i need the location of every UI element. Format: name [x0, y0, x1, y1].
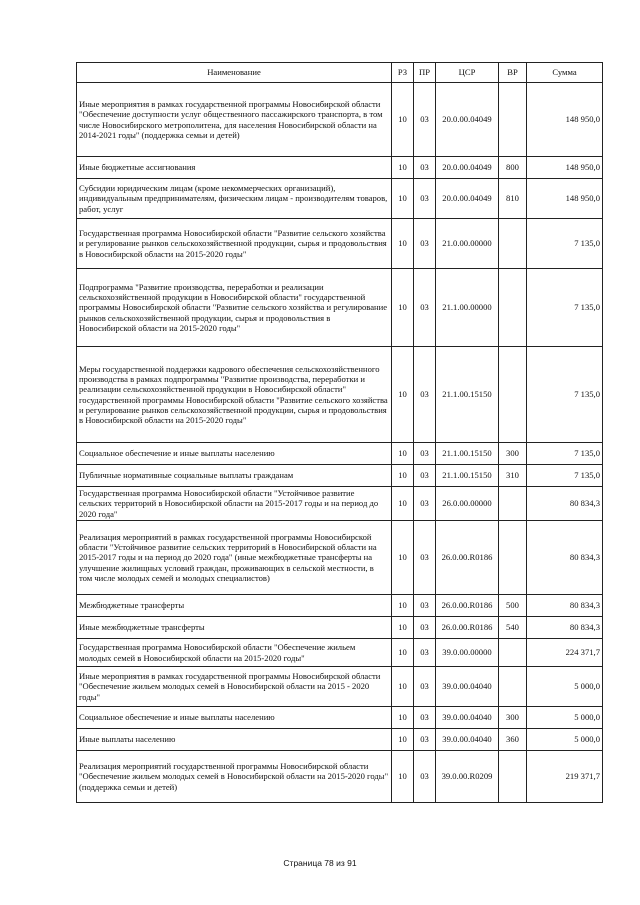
- cell-rz: 10: [392, 595, 414, 617]
- cell-name: Иные мероприятия в рамках государственной программы Новосибирской области "Обеспечение жильем молодых семей в Новосибирской области на 2015 - 2020 годы": [77, 667, 392, 707]
- cell-rz: 10: [392, 707, 414, 729]
- cell-csr: 39.0.00.R0209: [436, 751, 499, 803]
- cell-csr: 20.0.00.04049: [436, 83, 499, 157]
- cell-sum: 148 950,0: [527, 157, 603, 179]
- cell-rz: 10: [392, 83, 414, 157]
- table-body: [77, 83, 603, 803]
- cell-sum: 7 135,0: [527, 347, 603, 443]
- cell-rz: 10: [392, 219, 414, 269]
- cell-pr: 03: [414, 443, 436, 465]
- cell-sum: 7 135,0: [527, 269, 603, 347]
- cell-csr: 39.0.00.04040: [436, 667, 499, 707]
- cell-pr: 03: [414, 751, 436, 803]
- cell-csr: 21.1.00.15150: [436, 347, 499, 443]
- table-row: [77, 667, 603, 707]
- table-row: [77, 707, 603, 729]
- cell-rz: 10: [392, 465, 414, 487]
- cell-rz: 10: [392, 729, 414, 751]
- cell-name: Межбюджетные трансферты: [77, 595, 392, 617]
- cell-pr: 03: [414, 157, 436, 179]
- cell-csr: 21.1.00.15150: [436, 443, 499, 465]
- cell-name: Подпрограмма "Развитие производства, переработки и реализации сельскохозяйственной продукции в Новосибирской области" государственной программы Новосибирской области "Развитие сельского хозяйства и регулирование рынков сельскохозяйственной продукции, сырья и продовольствия в Новосибирской области на 2015-2020 годы": [77, 269, 392, 347]
- header-name: Наименование: [77, 63, 392, 83]
- cell-vr: 300: [499, 707, 527, 729]
- table-row: [77, 83, 603, 157]
- header-rz: РЗ: [392, 63, 414, 83]
- table-row: [77, 347, 603, 443]
- cell-vr: [499, 347, 527, 443]
- cell-pr: 03: [414, 667, 436, 707]
- cell-sum: 80 834,3: [527, 595, 603, 617]
- cell-sum: 148 950,0: [527, 83, 603, 157]
- cell-sum: 7 135,0: [527, 219, 603, 269]
- header-pr: ПР: [414, 63, 436, 83]
- cell-sum: 5 000,0: [527, 707, 603, 729]
- cell-name: Реализация мероприятий государственной программы Новосибирской области "Обеспечение жильем молодых семей в Новосибирской области на 2015-2020 годы" (поддержка семьи и детей): [77, 751, 392, 803]
- cell-name: Меры государственной поддержки кадрового обеспечения сельскохозяйственного производства в рамках подпрограммы "Развитие производства, переработки и реализации сельскохозяйственной продукции в Новосибирской области" государственной программы Новосибирской области "Развитие сельского хозяйства и регулирование рынков сельскохозяйственной продукции, сырья и продовольствия в Новосибирской области на 2015-2020 годы": [77, 347, 392, 443]
- cell-sum: 224 371,7: [527, 639, 603, 667]
- table-row: [77, 179, 603, 219]
- cell-csr: 20.0.00.04049: [436, 179, 499, 219]
- cell-vr: 540: [499, 617, 527, 639]
- cell-sum: 219 371,7: [527, 751, 603, 803]
- cell-pr: 03: [414, 595, 436, 617]
- cell-vr: [499, 219, 527, 269]
- cell-vr: [499, 751, 527, 803]
- cell-csr: 26.0.00.R0186: [436, 617, 499, 639]
- cell-sum: 7 135,0: [527, 443, 603, 465]
- cell-rz: 10: [392, 157, 414, 179]
- cell-name: Иные бюджетные ассигнования: [77, 157, 392, 179]
- table-row: [77, 729, 603, 751]
- cell-name: Государственная программа Новосибирской области "Устойчивое развитие сельских территорий в Новосибирской области на 2015-2017 годы и на период до 2020 года": [77, 487, 392, 521]
- cell-rz: 10: [392, 487, 414, 521]
- cell-rz: 10: [392, 179, 414, 219]
- cell-rz: 10: [392, 639, 414, 667]
- cell-rz: 10: [392, 347, 414, 443]
- table-row: [77, 751, 603, 803]
- table-header: [77, 63, 603, 83]
- cell-vr: 360: [499, 729, 527, 751]
- page-number: Страница 78 из 91: [283, 858, 357, 868]
- cell-pr: 03: [414, 83, 436, 157]
- cell-vr: [499, 83, 527, 157]
- table-row: [77, 219, 603, 269]
- cell-vr: [499, 487, 527, 521]
- cell-vr: 310: [499, 465, 527, 487]
- cell-rz: 10: [392, 521, 414, 595]
- table-row: [77, 465, 603, 487]
- cell-name: Реализация мероприятий в рамках государственной программы Новосибирской области "Устойчивое развитие сельских территорий в Новосибирской области на 2015-2017 годы и на период до 2020 года" (иные межбюджетные трансферты на улучшение жилищных условий граждан, проживающих в сельской местности, в том числе молодых семей и молодых специалистов): [77, 521, 392, 595]
- cell-csr: 26.0.00.R0186: [436, 521, 499, 595]
- header-row: [77, 63, 603, 83]
- cell-rz: 10: [392, 751, 414, 803]
- cell-rz: 10: [392, 617, 414, 639]
- cell-sum: 80 834,3: [527, 487, 603, 521]
- cell-pr: 03: [414, 465, 436, 487]
- cell-sum: 80 834,3: [527, 617, 603, 639]
- cell-name: Социальное обеспечение и иные выплаты населению: [77, 707, 392, 729]
- header-csr: ЦСР: [436, 63, 499, 83]
- cell-vr: [499, 639, 527, 667]
- table-row: [77, 157, 603, 179]
- cell-name: Иные выплаты населению: [77, 729, 392, 751]
- cell-name: Иные межбюджетные трансферты: [77, 617, 392, 639]
- cell-csr: 39.0.00.04040: [436, 707, 499, 729]
- cell-csr: 39.0.00.00000: [436, 639, 499, 667]
- cell-sum: 80 834,3: [527, 521, 603, 595]
- cell-pr: 03: [414, 219, 436, 269]
- cell-name: Субсидии юридическим лицам (кроме некоммерческих организаций), индивидуальным предпринимателям, физическим лицам - производителям товаров, работ, услуг: [77, 179, 392, 219]
- cell-vr: 800: [499, 157, 527, 179]
- cell-vr: 300: [499, 443, 527, 465]
- cell-pr: 03: [414, 707, 436, 729]
- table-row: [77, 443, 603, 465]
- cell-csr: 21.1.00.15150: [436, 465, 499, 487]
- cell-sum: 5 000,0: [527, 667, 603, 707]
- cell-pr: 03: [414, 487, 436, 521]
- cell-rz: 10: [392, 269, 414, 347]
- cell-name: Иные мероприятия в рамках государственной программы Новосибирской области "Обеспечение доступности услуг общественного пассажирского транспорта, в том числе Новосибирского метрополитена, для населения Новосибирской области на 2014-2021 годы" (поддержка семьи и детей): [77, 83, 392, 157]
- table-row: [77, 617, 603, 639]
- cell-rz: 10: [392, 667, 414, 707]
- cell-name: Государственная программа Новосибирской области "Развитие сельского хозяйства и регулирование рынков сельскохозяйственной продукции, сырья и продовольствия в Новосибирской области на 2015-2020 годы": [77, 219, 392, 269]
- cell-pr: 03: [414, 179, 436, 219]
- cell-vr: [499, 667, 527, 707]
- cell-pr: 03: [414, 729, 436, 751]
- cell-pr: 03: [414, 639, 436, 667]
- table-row: [77, 521, 603, 595]
- cell-name: Государственная программа Новосибирской области "Обеспечение жильем молодых семей в Новосибирской области на 2015-2020 годы": [77, 639, 392, 667]
- cell-sum: 5 000,0: [527, 729, 603, 751]
- cell-pr: 03: [414, 347, 436, 443]
- cell-pr: 03: [414, 521, 436, 595]
- cell-vr: [499, 521, 527, 595]
- cell-vr: [499, 269, 527, 347]
- cell-pr: 03: [414, 269, 436, 347]
- cell-name: Социальное обеспечение и иные выплаты населению: [77, 443, 392, 465]
- cell-sum: 7 135,0: [527, 465, 603, 487]
- cell-sum: 148 950,0: [527, 179, 603, 219]
- budget-table: [76, 62, 603, 803]
- cell-csr: 21.0.00.00000: [436, 219, 499, 269]
- cell-vr: 500: [499, 595, 527, 617]
- header-vr: ВР: [499, 63, 527, 83]
- cell-csr: 20.0.00.04049: [436, 157, 499, 179]
- cell-csr: 26.0.00.R0186: [436, 595, 499, 617]
- table-row: [77, 269, 603, 347]
- cell-pr: 03: [414, 617, 436, 639]
- cell-name: Публичные нормативные социальные выплаты гражданам: [77, 465, 392, 487]
- cell-csr: 26.0.00.00000: [436, 487, 499, 521]
- header-sum: Сумма: [527, 63, 603, 83]
- table-row: [77, 595, 603, 617]
- cell-vr: 810: [499, 179, 527, 219]
- cell-rz: 10: [392, 443, 414, 465]
- cell-csr: 21.1.00.00000: [436, 269, 499, 347]
- table-row: [77, 487, 603, 521]
- cell-csr: 39.0.00.04040: [436, 729, 499, 751]
- table-row: [77, 639, 603, 667]
